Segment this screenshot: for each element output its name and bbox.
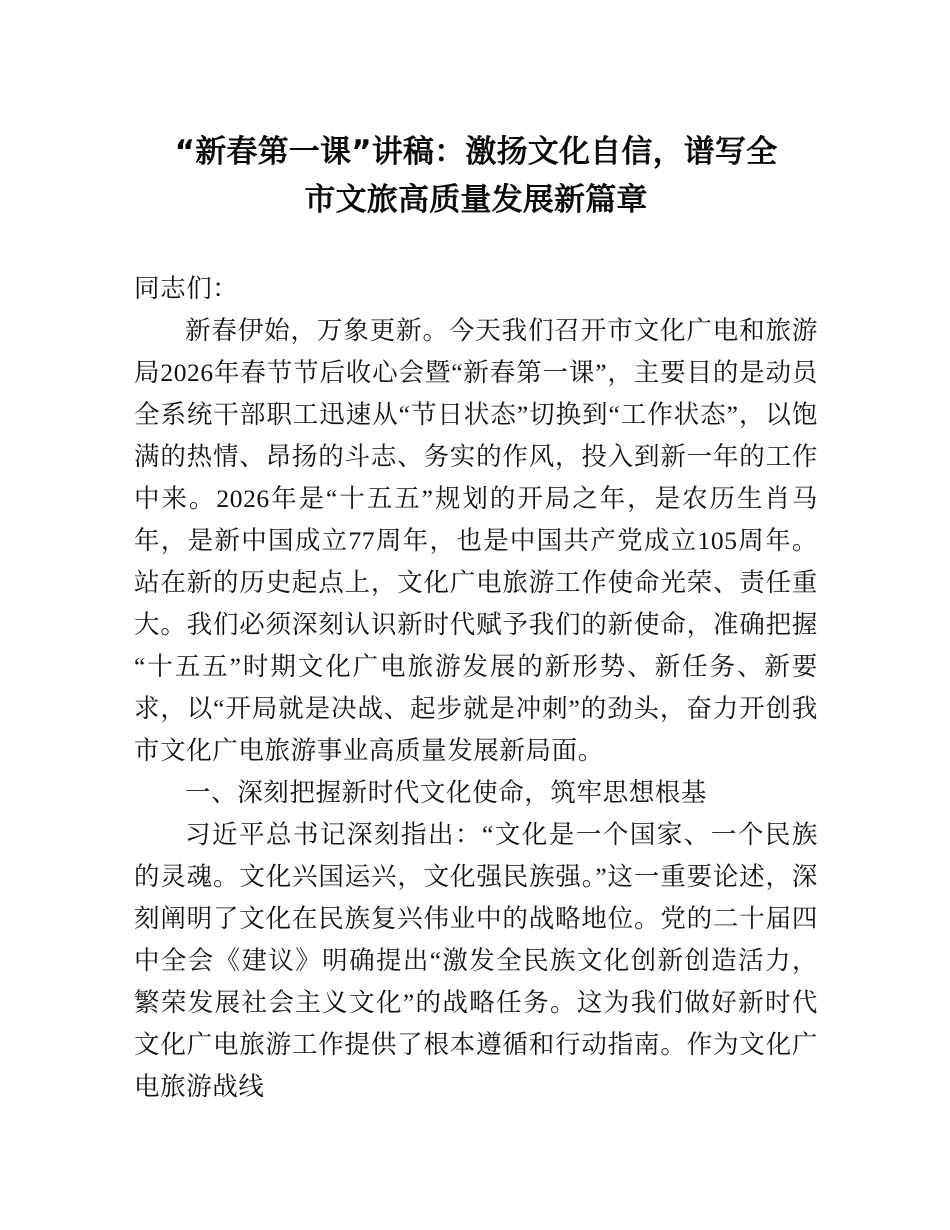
paragraph-salutation: 同志们：	[134, 274, 239, 303]
page-title-line-2: 市文旅高质量发展新篇章	[304, 182, 648, 218]
page-title	[134, 128, 818, 224]
paragraph-opening: 新春伊始，万象更新。今天我们召开市文化广电和旅游局2026年春节节后收心会暨“新春第一课”，主要目的是动员全系统干部职工迅速从“节日状态”切换到“工作状态”，以饱满的热情、昂扬的斗志、务实的作风，投入到新一年的工作中来。2026年是“十五五”规划的开局之年，是农历生肖马年，是新中国成立77周年，也是中国共产党成立105周年。站在新的历史起点上，文化广电旅游工作使命光荣、责任重大。我们必须深刻认识新时代赋予我们的新使命，准确把握“十五五”时期文化广电旅游发展的新形势、新任务、新要求，以“开局就是决战、起步就是冲刺”的劲头，奋力开创我市文化广电旅游事业高质量发展新局面。	[134, 316, 818, 765]
page-title-line-1: “新春第一课”讲稿：激扬文化自信，谱写全	[174, 134, 778, 170]
document-paragraphs	[134, 268, 818, 1108]
paragraph-section-1-body: 习近平总书记深刻指出：“文化是一个国家、一个民族的灵魂。文化兴国运兴，文化强民族强。”这一重要论述，深刻阐明了文化在民族复兴伟业中的战略地位。党的二十届四中全会《建议》明确提出“激发全民族文化创新创造活力，繁荣发展社会主义文化”的战略任务。这为我们做好新时代文化广电旅游工作提供了根本遵循和行动指南。作为文化广电旅游战线	[134, 820, 818, 1101]
page-bottom-spacer	[134, 1108, 818, 1109]
document-text-column	[134, 128, 818, 1109]
section-heading-1: 一、深刻把握新时代文化使命，筑牢思想根基	[185, 778, 708, 807]
